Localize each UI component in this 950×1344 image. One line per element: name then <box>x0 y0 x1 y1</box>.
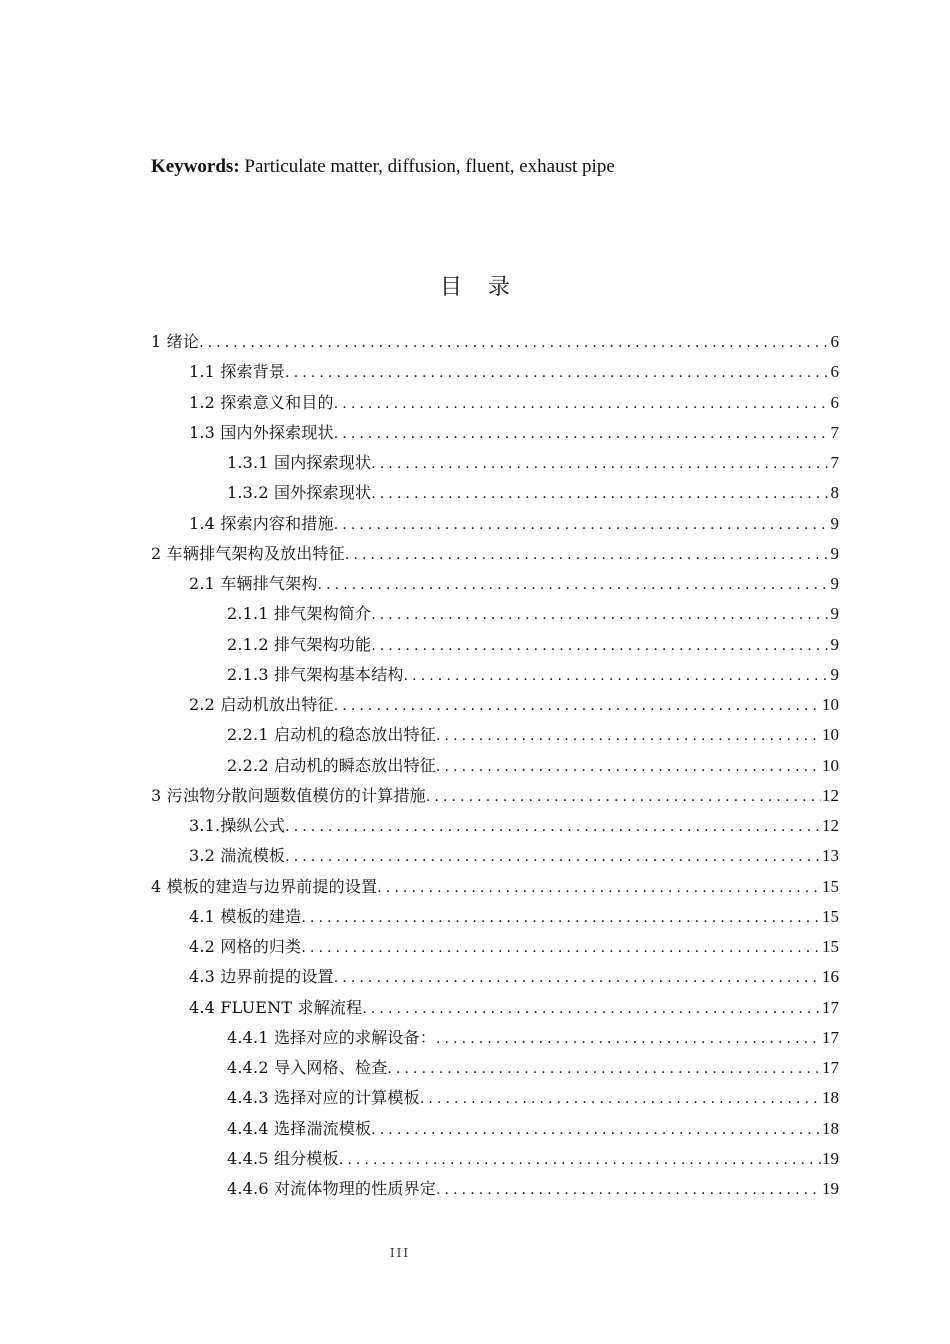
toc-entry[interactable] <box>151 1083 839 1113</box>
toc-entry-title: 2.1.2 排气架构功能 <box>227 634 372 654</box>
toc-entry-title: 4.4.5 组分模板 <box>227 1148 339 1168</box>
toc-entry-title: 2 车辆排气架构及放出特征 <box>151 543 345 563</box>
toc-leader-dots <box>345 540 830 570</box>
toc-entry-page: 8 <box>830 483 839 503</box>
toc-entry-page: 6 <box>830 362 839 382</box>
toc-entry-page: 6 <box>830 392 839 412</box>
toc-entry-page: 10 <box>822 725 839 745</box>
toc-entry[interactable] <box>151 569 839 599</box>
toc-entry-page: 17 <box>822 1058 839 1077</box>
toc-leader-dots <box>334 963 821 993</box>
toc-entry-title: 3.2 湍流模板 <box>189 846 286 866</box>
toc-entry-title: 2.1.3 排气架构基本结构 <box>227 664 404 684</box>
toc-entry[interactable] <box>151 599 839 629</box>
toc-leader-dots <box>436 1175 821 1205</box>
toc-entry-page: 12 <box>822 785 839 805</box>
toc-entry-title: 1.3.2 国外探索现状 <box>227 483 372 503</box>
toc-leader-dots <box>199 328 829 358</box>
toc-leader-dots <box>371 479 829 509</box>
toc-entry-page: 7 <box>830 422 839 442</box>
toc-entry-title: 2.2.2 启动机的瞬态放出特征 <box>227 755 436 775</box>
toc-entry[interactable] <box>151 751 839 781</box>
toc-leader-dots <box>420 1084 821 1114</box>
toc-leader-dots <box>377 873 821 903</box>
toc-entry[interactable] <box>151 1144 839 1174</box>
toc-leader-dots <box>371 600 829 630</box>
toc-entry-title: 4.4.4 选择湍流模板 <box>227 1118 372 1138</box>
toc-entry-title: 4.4.1 选择对应的求解设备： <box>227 1027 436 1047</box>
page-number: III <box>389 1246 411 1260</box>
toc-entry-title: 2.1 车辆排气架构 <box>189 574 318 593</box>
toc-entry-title: 3.1.操纵公式 <box>189 816 286 835</box>
keywords-label: Keywords: <box>151 156 240 177</box>
toc-entry[interactable] <box>151 478 839 508</box>
toc-entry[interactable] <box>151 690 839 720</box>
toc-entry-title: 4.2 网格的归类 <box>189 937 302 956</box>
toc-leader-dots <box>436 1024 821 1054</box>
toc-entry[interactable] <box>151 962 839 992</box>
toc-entry-page: 9 <box>830 543 839 563</box>
toc-entry[interactable] <box>151 388 839 418</box>
toc-entry-title: 4.1 模板的建造 <box>189 906 302 926</box>
toc-entry-page: 15 <box>822 876 839 896</box>
toc-entry-title: 2.2 启动机放出特征 <box>189 695 334 714</box>
toc-entry[interactable] <box>151 720 839 750</box>
toc-entry[interactable] <box>151 932 839 962</box>
toc-entry[interactable] <box>151 327 839 357</box>
toc-entry-title: 1.4 探索内容和措施 <box>189 513 334 533</box>
toc-entry-title: 1 绪论 <box>151 332 200 351</box>
toc-leader-dots <box>371 631 829 661</box>
toc-leader-dots <box>318 570 830 600</box>
toc-leader-dots <box>334 691 821 721</box>
toc-entry[interactable] <box>151 1174 839 1204</box>
toc-entry[interactable] <box>151 1023 839 1053</box>
toc-entry-title: 3 污浊物分散问题数值模仿的计算措施 <box>151 785 426 805</box>
toc-entry[interactable] <box>151 1053 839 1083</box>
toc-entry-title: 2.2.1 启动机的稳态放出特征 <box>227 725 436 745</box>
toc-entry-page: 18 <box>822 1118 839 1138</box>
toc-entry-title: 1.1 探索背景 <box>189 362 286 382</box>
toc-entry-page: 12 <box>822 816 839 835</box>
toc-entry[interactable] <box>151 539 839 569</box>
toc-leader-dots <box>426 782 821 812</box>
toc-entry-page: 9 <box>830 574 839 593</box>
toc-leader-dots <box>362 994 821 1024</box>
toc-entry-page: 9 <box>830 664 839 684</box>
toc-entry-page: 19 <box>822 1148 839 1168</box>
toc-entry-title: 4.4.3 选择对应的计算模板 <box>227 1088 420 1108</box>
toc-entry-page: 15 <box>822 906 839 926</box>
toc-title: 目录 <box>439 275 536 300</box>
toc-leader-dots <box>371 449 829 479</box>
toc-leader-dots <box>285 842 821 872</box>
keywords-text: Particulate matter, diffusion, fluent, exhaust pipe <box>239 156 615 177</box>
toc-entry-title: 1.2 探索意义和目的 <box>189 392 334 412</box>
toc-entry-title: 4 模板的建造与边界前提的设置 <box>151 876 378 896</box>
toc-leader-dots <box>285 812 821 842</box>
toc-entry-title: 4.4.6 对流体物理的性质界定 <box>227 1179 436 1198</box>
toc-leader-dots <box>301 903 821 933</box>
toc-entry-page: 17 <box>822 1027 839 1047</box>
toc-entry-title: 4.4 FLUENT 求解流程 <box>189 997 363 1017</box>
toc-leader-dots <box>334 510 830 540</box>
toc-leader-dots <box>387 1054 821 1084</box>
toc-entry[interactable] <box>151 841 839 871</box>
toc-entry[interactable] <box>151 902 839 932</box>
toc-entry[interactable] <box>151 630 839 660</box>
toc-entry-page: 15 <box>822 937 839 956</box>
toc-leader-dots <box>371 1115 821 1145</box>
toc-leader-dots <box>334 389 830 419</box>
toc-entry-page: 9 <box>830 634 839 654</box>
toc-entry-page: 9 <box>830 604 839 624</box>
toc-entry[interactable] <box>151 418 839 448</box>
toc-entry-page: 7 <box>830 453 839 472</box>
toc-entry-title: 4.3 边界前提的设置 <box>189 967 334 987</box>
toc-entry[interactable] <box>151 357 839 387</box>
toc-entry[interactable] <box>151 509 839 539</box>
toc-entry-page: 13 <box>822 846 839 866</box>
toc-entry-page: 9 <box>830 513 839 533</box>
toc-entry-title: 4.4.2 导入网格、检查 <box>227 1058 388 1077</box>
table-of-contents <box>151 327 839 1204</box>
toc-leader-dots <box>285 358 829 388</box>
toc-leader-dots <box>339 1145 821 1175</box>
toc-entry-title: 2.1.1 排气架构简介 <box>227 604 372 624</box>
toc-entry[interactable] <box>151 448 839 478</box>
toc-leader-dots <box>334 419 830 449</box>
toc-entry-page: 19 <box>822 1179 839 1198</box>
toc-entry[interactable] <box>151 811 839 841</box>
toc-entry[interactable] <box>151 872 839 902</box>
toc-leader-dots <box>436 752 821 782</box>
toc-entry-page: 6 <box>830 332 839 351</box>
toc-entry-title: 1.3.1 国内探索现状 <box>227 453 372 472</box>
toc-entry-title: 1.3 国内外探索现状 <box>189 422 334 442</box>
toc-entry[interactable] <box>151 993 839 1023</box>
toc-entry[interactable] <box>151 1114 839 1144</box>
toc-entry[interactable] <box>151 660 839 690</box>
toc-leader-dots <box>404 661 830 691</box>
toc-entry[interactable] <box>151 781 839 811</box>
toc-leader-dots <box>436 721 821 751</box>
toc-entry-page: 10 <box>822 695 839 714</box>
toc-entry-page: 16 <box>822 967 839 987</box>
keywords-line <box>151 156 615 178</box>
toc-entry-page: 18 <box>822 1088 839 1108</box>
toc-entry-page: 17 <box>822 997 839 1017</box>
toc-entry-page: 10 <box>822 755 839 775</box>
toc-leader-dots <box>301 933 821 963</box>
